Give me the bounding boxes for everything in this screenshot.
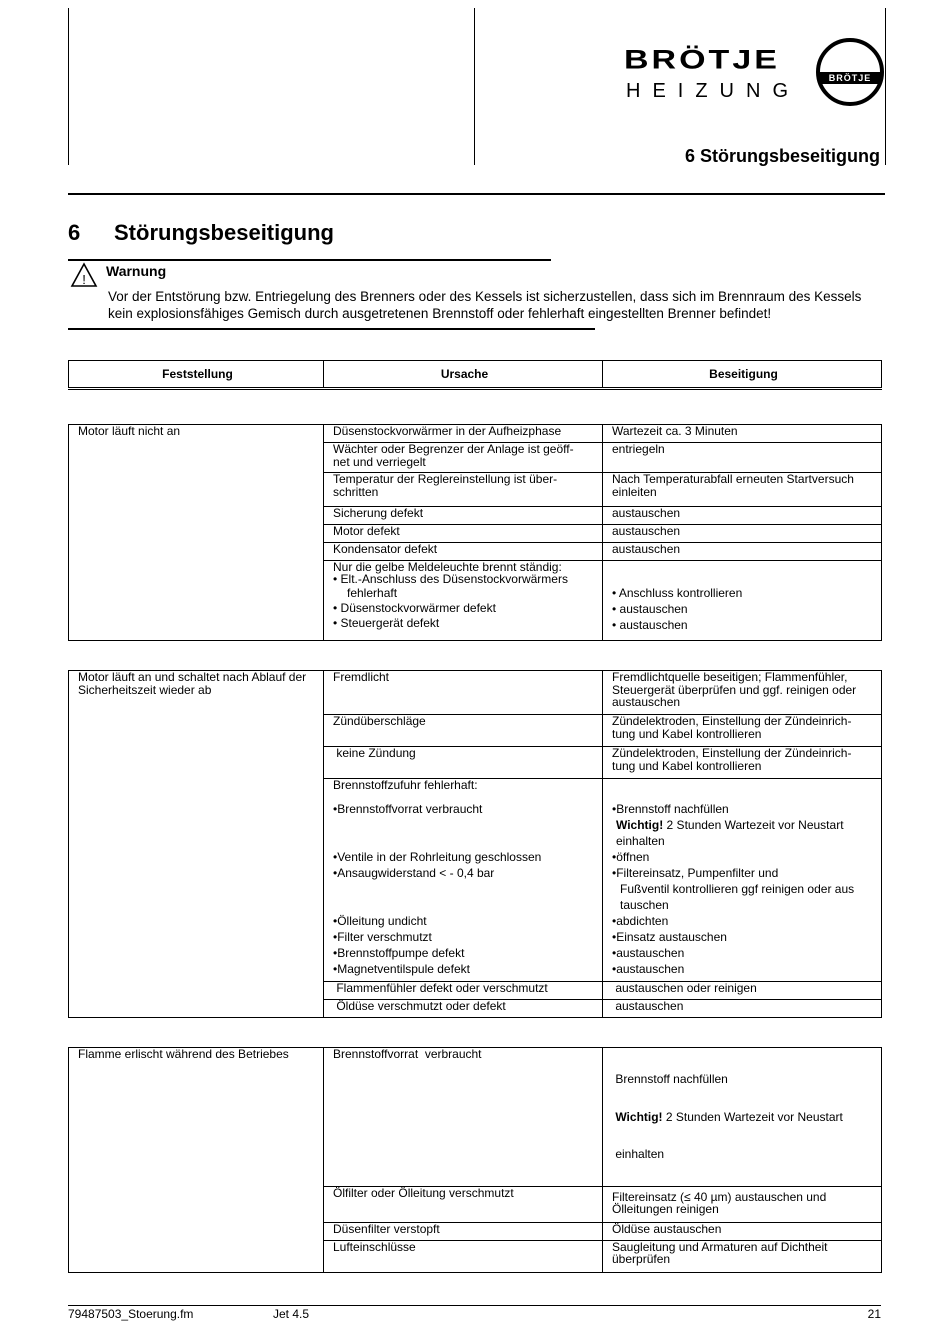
cause-cell: Lufteinschlüsse [324,1240,603,1272]
fix-cell: Filtereinsatz (≤ 40 µm) austauschen und Ölleitungen reinigen [603,1186,882,1222]
fix-cell: Wartezeit ca. 3 Minuten [603,425,882,443]
header-rule-middle [474,8,475,165]
fix-cell: austauschen [603,507,882,525]
brand-subtitle: HEIZUNG [626,80,800,102]
cause-cell: Nur die gelbe Meldeleuchte brennt ständig: • Elt.-Anschluss des Düsenstockvorwärmers fehlerhaft • Düsenstockvorwärmer defekt • Steuergerät defekt [324,561,603,641]
fix-cell: • Anschluss kontrollieren • austauschen • austauschen [603,561,882,641]
cause-cell: Zündüberschläge [324,715,603,747]
warning-title: Warnung [106,263,167,279]
table-row [69,1048,882,1187]
fix-cell: austauschen oder reinigen [603,982,882,1000]
fix-cell [603,779,882,802]
cause-cell: •Brennstoffvorrat verbraucht •Ventile in der Rohrleitung geschlossen •Ansaugwiderstand < - 0,4 bar •Ölleitung undicht •Filter verschmutzt •Brennstoffpumpe defekt •Magnetventilspule defekt [324,801,603,982]
fix-cell: Zündelektroden, Einstellung der Zündeinrich- tung und Kabel kontrollieren [603,715,882,747]
finding-cell: Motor läuft nicht an [69,425,324,641]
finding-cell: Motor läuft an und schaltet nach Ablauf der Sicherheitszeit wieder ab [69,671,324,1018]
fix-cell: Brennstoff nachfüllen Wichtig! 2 Stunden Wartezeit vor Neustart einhalten [603,1048,882,1187]
cause-cell: Kondensator defekt [324,543,603,561]
column-header-row [69,361,882,389]
fix-cell: entriegeln [603,443,882,473]
cause-cell: Fremdlicht [324,671,603,715]
warning-bottom-rule [68,328,595,330]
cause-cell: Düsenstockvorwärmer in der Aufheizphase [324,425,603,443]
column-header-ursache: Ursache [324,361,603,389]
fix-cell: austauschen [603,1000,882,1018]
warning-text: Vor der Entstörung bzw. Entriegelung des Brenners oder des Kessels ist sicherzustellen, dass sich im Brennraum des Kessels kein explosionsfähiges Gemisch durch ausgetretenen Brennstoff oder fehlerhaft eingestellten Brenner befindet! [108,289,862,321]
finding-cell: Flamme erlischt während des Betriebes [69,1048,324,1273]
cause-cell: Düsenfilter verstopft [324,1222,603,1240]
fix-cell: austauschen [603,543,882,561]
footer-product: Jet 4.5 [273,1307,310,1321]
warning-top-rule [68,259,551,261]
cause-cell: Brennstoffzufuhr fehlerhaft: [324,779,603,802]
cause-cell: Flammenfühler defekt oder verschmutzt [324,982,603,1000]
fix-cell: Fremdlichtquelle beseitigen; Flammenfühler, Steuergerät überprüfen und ggf. reinigen oder austauschen [603,671,882,715]
column-header-feststellung: Feststellung [69,361,324,389]
cause-cell: Öldüse verschmutzt oder defekt [324,1000,603,1018]
fault-table-flame-goes-out [68,1047,882,1273]
fix-cell: austauschen [603,525,882,543]
section-heading [68,220,334,246]
fix-cell: •Brennstoff nachfüllen Wichtig! 2 Stunden Wartezeit vor Neustart einhalten •öffnen •Filtereinsatz, Pumpenfilter und Fußventil kontrollieren ggf reinigen oder aus tauschen •abdichten •Einsatz austauschen •austauschen •austauschen [603,801,882,982]
header-rule-left [68,8,69,165]
cause-cell: keine Zündung [324,747,603,779]
fault-table-motor-not-starting [68,424,882,641]
table-row [69,671,882,715]
header-divider [68,193,885,195]
column-header-beseitigung: Beseitigung [603,361,882,389]
fault-table-motor-stops-after-safety-time [68,670,882,1018]
fix-cell: Zündelektroden, Einstellung der Zündeinrich- tung und Kabel kontrollieren [603,747,882,779]
footer-rule [68,1305,881,1306]
cause-cell: Wächter oder Begrenzer der Anlage ist geöff- net und verriegelt [324,443,603,473]
table-row [69,425,882,443]
fix-cell: Nach Temperaturabfall erneuten Startversuch einleiten [603,473,882,507]
warning-triangle-icon [70,262,98,288]
fix-cell: Saugleitung und Armaturen auf Dichtheit überprüfen [603,1240,882,1272]
footer-filename: 79487503_Stoerung.fm [68,1307,194,1321]
brand-logo [624,38,886,106]
cause-cell: Sicherung defekt [324,507,603,525]
brand-badge: BRÖTJE [820,72,880,84]
fix-cell: Öldüse austauschen [603,1222,882,1240]
cause-cell: Brennstoffvorrat verbraucht [324,1048,603,1187]
section-title: Störungsbeseitigung [114,220,334,245]
cause-cell: Temperatur der Reglereinstellung ist über- schritten [324,473,603,507]
footer-page-number: 21 [867,1307,881,1321]
column-header-table [68,360,882,390]
chapter-title: 6 Störungsbeseitigung [684,146,880,166]
svg-text:!: ! [82,272,86,287]
section-number: 6 [68,220,81,245]
cause-cell: Motor defekt [324,525,603,543]
cause-cell: Ölfilter oder Ölleitung verschmutzt [324,1186,603,1222]
brand-name: BRÖTJE [624,44,780,75]
